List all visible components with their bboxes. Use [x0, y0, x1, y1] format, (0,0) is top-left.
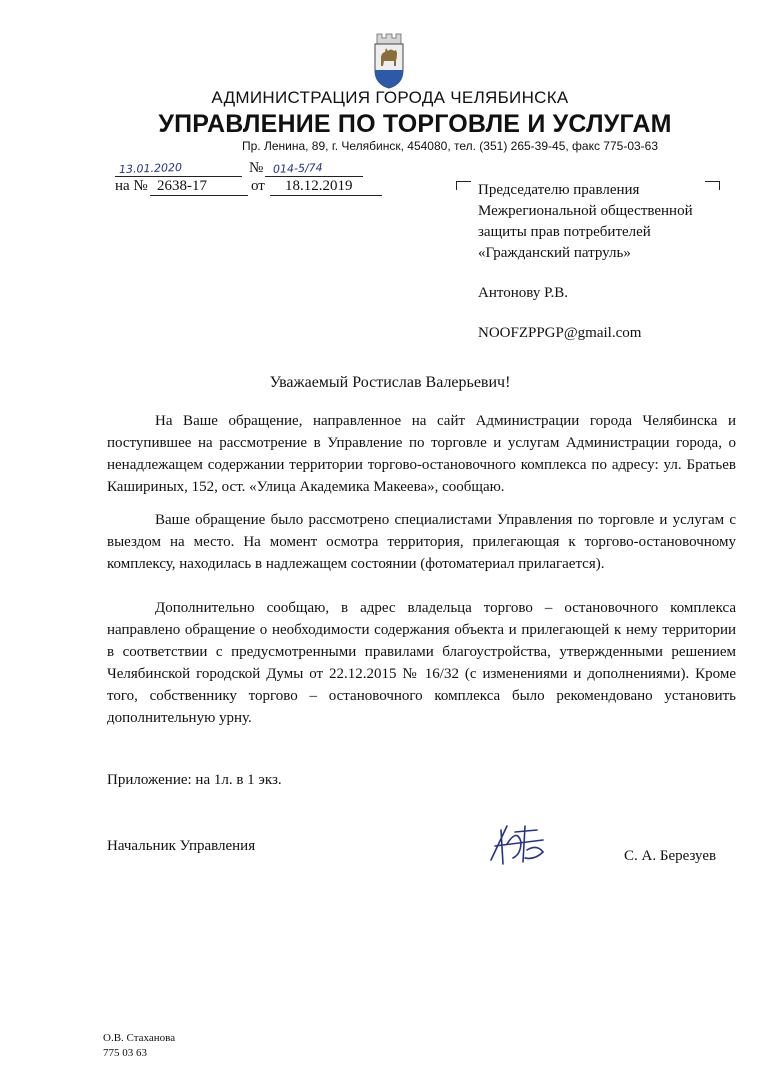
body-paragraph-3: Дополнительно сообщаю, в адрес владельца торгово – остановочного комплекса направлено обращение о необходимости содержания объекта и прилегающей к нему территории в соответствии с предусмотренными правилами благоустройства, утвержденными решением Челябинской городской Думы от 22.12.2015 № 16/32 (с изменениями и дополнениями). Кроме того, собственнику торгово – остановочного комплекса было рекомендовано установить дополнительную урну. [107, 600, 736, 726]
reply-to-number: 2638-17 [157, 178, 207, 194]
outgoing-date: 13.01.2020 [118, 160, 183, 177]
org-name: АДМИНИСТРАЦИЯ ГОРОДА ЧЕЛЯБИНСКА [211, 88, 569, 107]
greeting: Уважаемый Ростислав Валерьевич! [269, 374, 511, 391]
reply-to-label: на № [115, 178, 148, 194]
executor-info [103, 1031, 175, 1061]
address-corner-right [705, 181, 720, 190]
reply-to-line [115, 178, 385, 198]
signer-position: Начальник Управления [107, 838, 256, 854]
outgoing-registration-line [115, 160, 363, 178]
executor-name: О.В. Стаханова [103, 1032, 176, 1044]
reply-to-date: 18.12.2019 [285, 178, 353, 194]
body-paragraph-1: На Ваше обращение, направленное на сайт Администрации города Челябинска и поступившее на рассмотрение в Управление по торговле и услугам Администрации города, о ненадлежащем содержании территории торгово-остановочного комплекса по адресу: ул. Братьев Кашириных, 152, ост. «Улица Академика Макеева», сообщаю. [107, 413, 736, 495]
body-paragraph-2: Ваше обращение было рассмотрено специалистами Управления по торговле и услугам с выездом на место. На момент осмотра территория, прилегающая к торгово-остановочному комплексу, находилась в надлежащем состоянии (фотоматериал прилагается). [107, 512, 736, 572]
department-address: Пр. Ленина, 89, г. Челябинск, 454080, тел. (351) 265-39-45, факс 775-03-63 [241, 139, 659, 153]
address-corner-left [456, 181, 471, 190]
outgoing-number-label: № [249, 160, 264, 176]
recipient-line-4: «Гражданский патруль» [478, 245, 631, 261]
outgoing-number: 014-5/74 [272, 161, 323, 176]
executor-phone: 775 03 63 [103, 1047, 147, 1059]
recipient-line-2: Межрегиональной общественной [478, 203, 693, 219]
recipient-email: NOOFZPPGP@gmail.com [478, 325, 642, 341]
city-emblem-icon [372, 30, 406, 90]
recipient-block [478, 180, 693, 344]
reply-from-label: от [251, 178, 265, 194]
recipient-name: Антонову Р.В. [478, 285, 569, 301]
recipient-line-3: защиты прав потребителей [478, 224, 651, 240]
handwritten-signature [485, 820, 555, 870]
department-name: УПРАВЛЕНИЕ ПО ТОРГОВЛЕ И УСЛУГАМ [158, 110, 672, 138]
recipient-line-1: Председателю правления [478, 182, 640, 198]
attachment-note: Приложение: на 1л. в 1 экз. [107, 772, 282, 788]
signer-name: С. А. Березуев [624, 848, 717, 864]
